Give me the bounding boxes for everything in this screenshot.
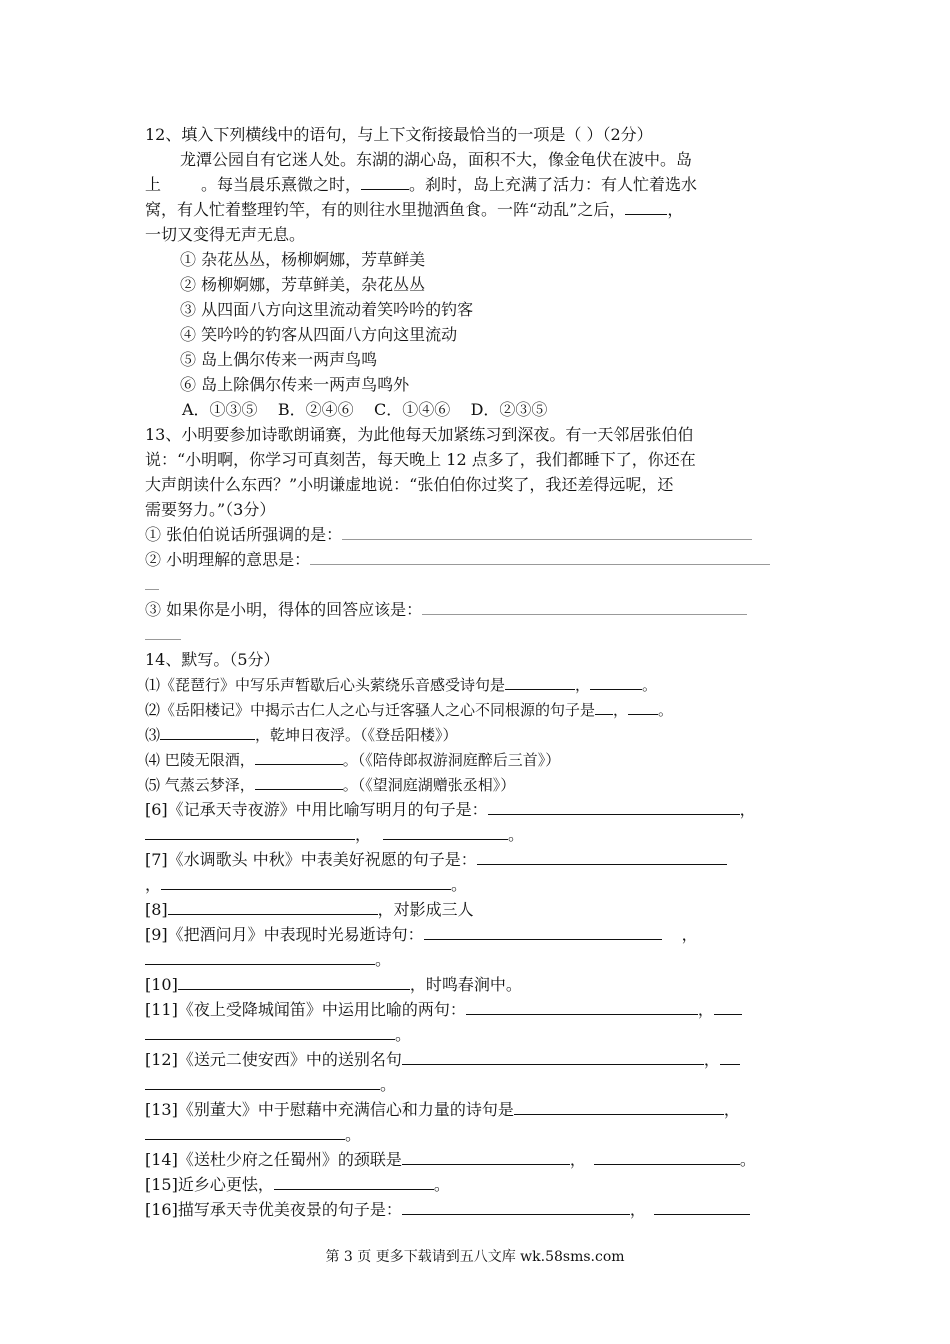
q14-item-13 bbox=[145, 1097, 810, 1122]
q14-blank bbox=[383, 822, 508, 840]
q12-option-3: ③ 从四面八方向这里流动着笑吟吟的钓客 bbox=[180, 300, 474, 319]
q13-sub-2 bbox=[145, 547, 810, 572]
q12-choices: A．①③⑤ B．②④⑥ C．①④⑥ D．②③⑤ bbox=[182, 400, 548, 419]
q12-text: 窝，有人忙着整理钓竿，有的则往水里抛洒鱼食。一阵“动乱”之后， bbox=[145, 200, 626, 219]
q14-blank bbox=[145, 1072, 380, 1090]
q13-sub-1 bbox=[145, 522, 810, 547]
q14-text: [11]《夜上受降城闻笛》中运用比喻的两句： bbox=[145, 1000, 466, 1019]
q14-blank bbox=[488, 797, 740, 815]
q14-blank bbox=[720, 1047, 740, 1065]
q14-text: ⑸ 气蒸云梦泽， bbox=[145, 776, 255, 794]
q14-text: [12]《送元二使安西》中的送别名句 bbox=[145, 1050, 402, 1069]
q14-item-9-continued bbox=[145, 947, 810, 972]
q13-sub-2-label: ② 小明理解的意思是： bbox=[145, 550, 311, 569]
q14-item-16 bbox=[145, 1197, 810, 1222]
q14-blank bbox=[145, 1122, 345, 1140]
q13-answer-line-1 bbox=[342, 522, 752, 540]
q14-text: ，乾坤日夜浮。（《登岳阳楼》） bbox=[255, 726, 458, 744]
q14-text: ， bbox=[681, 925, 698, 944]
q13-line-2: 说：“小明啊，你学习可真刻苦，每天晚上 12 点多了，我们都睡下了，你还在 bbox=[145, 450, 696, 469]
q14-text: 。 bbox=[433, 1175, 450, 1194]
q14-text: ， bbox=[629, 1200, 646, 1219]
q14-item-2 bbox=[145, 697, 810, 722]
q12-text: 。每当晨乐熹微之时， bbox=[201, 175, 362, 194]
q14-blank bbox=[595, 697, 613, 715]
q14-text: [10] bbox=[145, 975, 178, 994]
q14-text: 。 bbox=[345, 1125, 362, 1144]
q12-title: 12、填入下列横线中的语句，与上下文衔接最恰当的一项是（ ）（2分） bbox=[145, 125, 653, 144]
q14-blank bbox=[628, 697, 658, 715]
q14-text: 。 bbox=[395, 1025, 412, 1044]
q14-item-3 bbox=[145, 722, 810, 747]
q14-blank bbox=[145, 1022, 395, 1040]
q14-text: 。 bbox=[375, 950, 392, 969]
q14-blank bbox=[466, 997, 698, 1015]
q14-text: ⑶ bbox=[145, 726, 161, 744]
q14-item-7 bbox=[145, 847, 810, 872]
q14-text: 。 bbox=[739, 1150, 756, 1169]
q12-option-4: ④ 笑吟吟的钓客从四面八方向这里流动 bbox=[180, 325, 458, 344]
q14-item-12 bbox=[145, 1047, 810, 1072]
q14-text: [15]近乡心更怯， bbox=[145, 1175, 274, 1194]
q12-option-1: ① 杂花丛丛，杨柳婀娜，芳草鲜美 bbox=[180, 250, 426, 269]
q14-item-7-continued bbox=[145, 872, 810, 897]
q14-text: ， bbox=[613, 701, 629, 719]
q12-option-6: ⑥ 岛上除偶尔传来一两声鸟鸣外 bbox=[180, 375, 410, 394]
q14-item-9 bbox=[145, 922, 810, 947]
q14-blank bbox=[424, 922, 662, 940]
q14-text: ， bbox=[723, 1100, 740, 1119]
q14-blank bbox=[255, 772, 343, 790]
q14-item-13-continued bbox=[145, 1122, 810, 1147]
q14-text: 。 bbox=[642, 676, 658, 694]
q14-text: 。 bbox=[380, 1075, 397, 1094]
q14-text: ， bbox=[697, 1000, 714, 1019]
q14-text: ，对影成三人 bbox=[377, 900, 474, 919]
q14-text: [16]描写承天寺优美夜景的句子是： bbox=[145, 1200, 402, 1219]
q14-blank bbox=[255, 747, 343, 765]
q12-text: 上 bbox=[145, 175, 162, 194]
q12-passage-line-3 bbox=[145, 197, 810, 222]
q14-text: 。（《望洞庭湖赠张丞相》） bbox=[342, 776, 516, 794]
q14-blank bbox=[402, 1047, 704, 1065]
q14-item-15 bbox=[145, 1172, 810, 1197]
q13-answer-line-2 bbox=[310, 547, 770, 565]
q14-item-14 bbox=[145, 1147, 810, 1172]
q14-blank bbox=[402, 1147, 570, 1165]
q14-text: ，时鸣春涧中。 bbox=[409, 975, 522, 994]
q13-sub-2-continued bbox=[145, 572, 810, 597]
q14-item-5 bbox=[145, 772, 810, 797]
q12-option-2: ② 杨柳婀娜，芳草鲜美，杂花丛丛 bbox=[180, 275, 426, 294]
exam-page bbox=[145, 122, 810, 1222]
q14-blank bbox=[654, 1197, 750, 1215]
q14-text: ， bbox=[145, 875, 162, 894]
q14-text: ， bbox=[569, 1150, 586, 1169]
q14-blank bbox=[594, 1147, 740, 1165]
q14-text: 。（《陪侍郎叔游洞庭醉后三首》） bbox=[342, 751, 561, 769]
q13-sub-3-label: ③ 如果你是小明，得体的回答应该是： bbox=[145, 600, 423, 619]
q12-text: 。刹时，岛上充满了活力：有人忙着选水 bbox=[409, 175, 698, 194]
q14-text: ⑷ 巴陵无限酒， bbox=[145, 751, 255, 769]
q14-title: 14、默写。（5分） bbox=[145, 650, 280, 669]
q14-item-10 bbox=[145, 972, 810, 997]
q14-item-1 bbox=[145, 672, 810, 697]
q14-text: [9]《把酒问月》中表现时光易逝诗句： bbox=[145, 925, 424, 944]
q14-blank bbox=[514, 1097, 724, 1115]
q14-text: ⑵《岳阳楼记》中揭示古仁人之心与迁客骚人之心不同根源的句子是 bbox=[145, 701, 596, 719]
q14-text: [7]《水调歌头 中秋》中表美好祝愿的句子是： bbox=[145, 850, 477, 869]
q12-blank-2 bbox=[361, 172, 409, 190]
q14-text: [6]《记承天寺夜游》中用比喻写明月的句子是： bbox=[145, 800, 488, 819]
q12-option-5: ⑤ 岛上偶尔传来一两声鸟鸣 bbox=[180, 350, 378, 369]
q14-blank bbox=[160, 722, 255, 740]
q14-blank bbox=[161, 872, 451, 890]
q14-text: [8] bbox=[145, 900, 168, 919]
q13-sub-1-label: ① 张伯伯说话所强调的是： bbox=[145, 525, 343, 544]
q14-blank bbox=[274, 1172, 434, 1190]
q14-item-11 bbox=[145, 997, 810, 1022]
q14-item-6-continued bbox=[145, 822, 810, 847]
q14-item-6 bbox=[145, 797, 810, 822]
q13-line-1: 13、小明要参加诗歌朗诵赛，为此他每天加紧练习到深夜。有一天邻居张伯伯 bbox=[145, 425, 694, 444]
q13-line-3: 大声朗读什么东西？”小明谦虚地说：“张伯伯你过奖了，我还差得远呢，还 bbox=[145, 475, 674, 494]
q14-blank bbox=[714, 997, 742, 1015]
q13-sub-3-continued bbox=[145, 622, 810, 647]
q13-sub-3 bbox=[145, 597, 810, 622]
q12-text: ， bbox=[667, 200, 684, 219]
q14-text: [14]《送杜少府之任蜀州》的颈联是 bbox=[145, 1150, 402, 1169]
q13-line-4: 需要努力。”（3分） bbox=[145, 500, 276, 519]
q12-passage-line-4: 一切又变得无声无息。 bbox=[145, 225, 306, 244]
q14-blank bbox=[168, 897, 378, 915]
q13-answer-line-3b bbox=[145, 622, 181, 640]
q14-text: 。 bbox=[451, 875, 468, 894]
q14-item-4 bbox=[145, 747, 810, 772]
q14-text: ， bbox=[575, 676, 591, 694]
q14-blank bbox=[402, 1197, 630, 1215]
q14-blank bbox=[145, 947, 375, 965]
q12-blank-3 bbox=[625, 197, 667, 215]
q14-item-11-continued bbox=[145, 1022, 810, 1047]
q14-text: [13]《别董大》中于慰藉中充满信心和力量的诗句是 bbox=[145, 1100, 514, 1119]
q14-text: ， bbox=[355, 825, 372, 844]
q14-blank bbox=[145, 822, 355, 840]
q12-passage-line-2 bbox=[145, 172, 810, 197]
q14-item-8 bbox=[145, 897, 810, 922]
q14-blank bbox=[505, 672, 575, 690]
q13-answer-line-2b bbox=[145, 572, 159, 590]
q14-blank bbox=[590, 672, 642, 690]
q12-passage-line-1: 龙潭公园自有它迷人处。东湖的湖心岛，面积不大，像金龟伏在波中。岛 bbox=[180, 150, 693, 169]
q14-blank bbox=[178, 972, 410, 990]
q13-answer-line-3 bbox=[422, 597, 747, 615]
q14-text: ⑴《琵琶行》中写乐声暂歇后心头萦绕乐音感受诗句是 bbox=[145, 676, 506, 694]
q14-blank bbox=[477, 847, 727, 865]
q14-text: ， bbox=[739, 800, 756, 819]
q14-text: 。 bbox=[658, 701, 674, 719]
q14-text: ， bbox=[703, 1050, 720, 1069]
q14-item-12-continued bbox=[145, 1072, 810, 1097]
q14-text: 。 bbox=[508, 825, 525, 844]
page-footer: 第 3 页 更多下载请到五八文库 wk.58sms.com bbox=[325, 1249, 625, 1265]
